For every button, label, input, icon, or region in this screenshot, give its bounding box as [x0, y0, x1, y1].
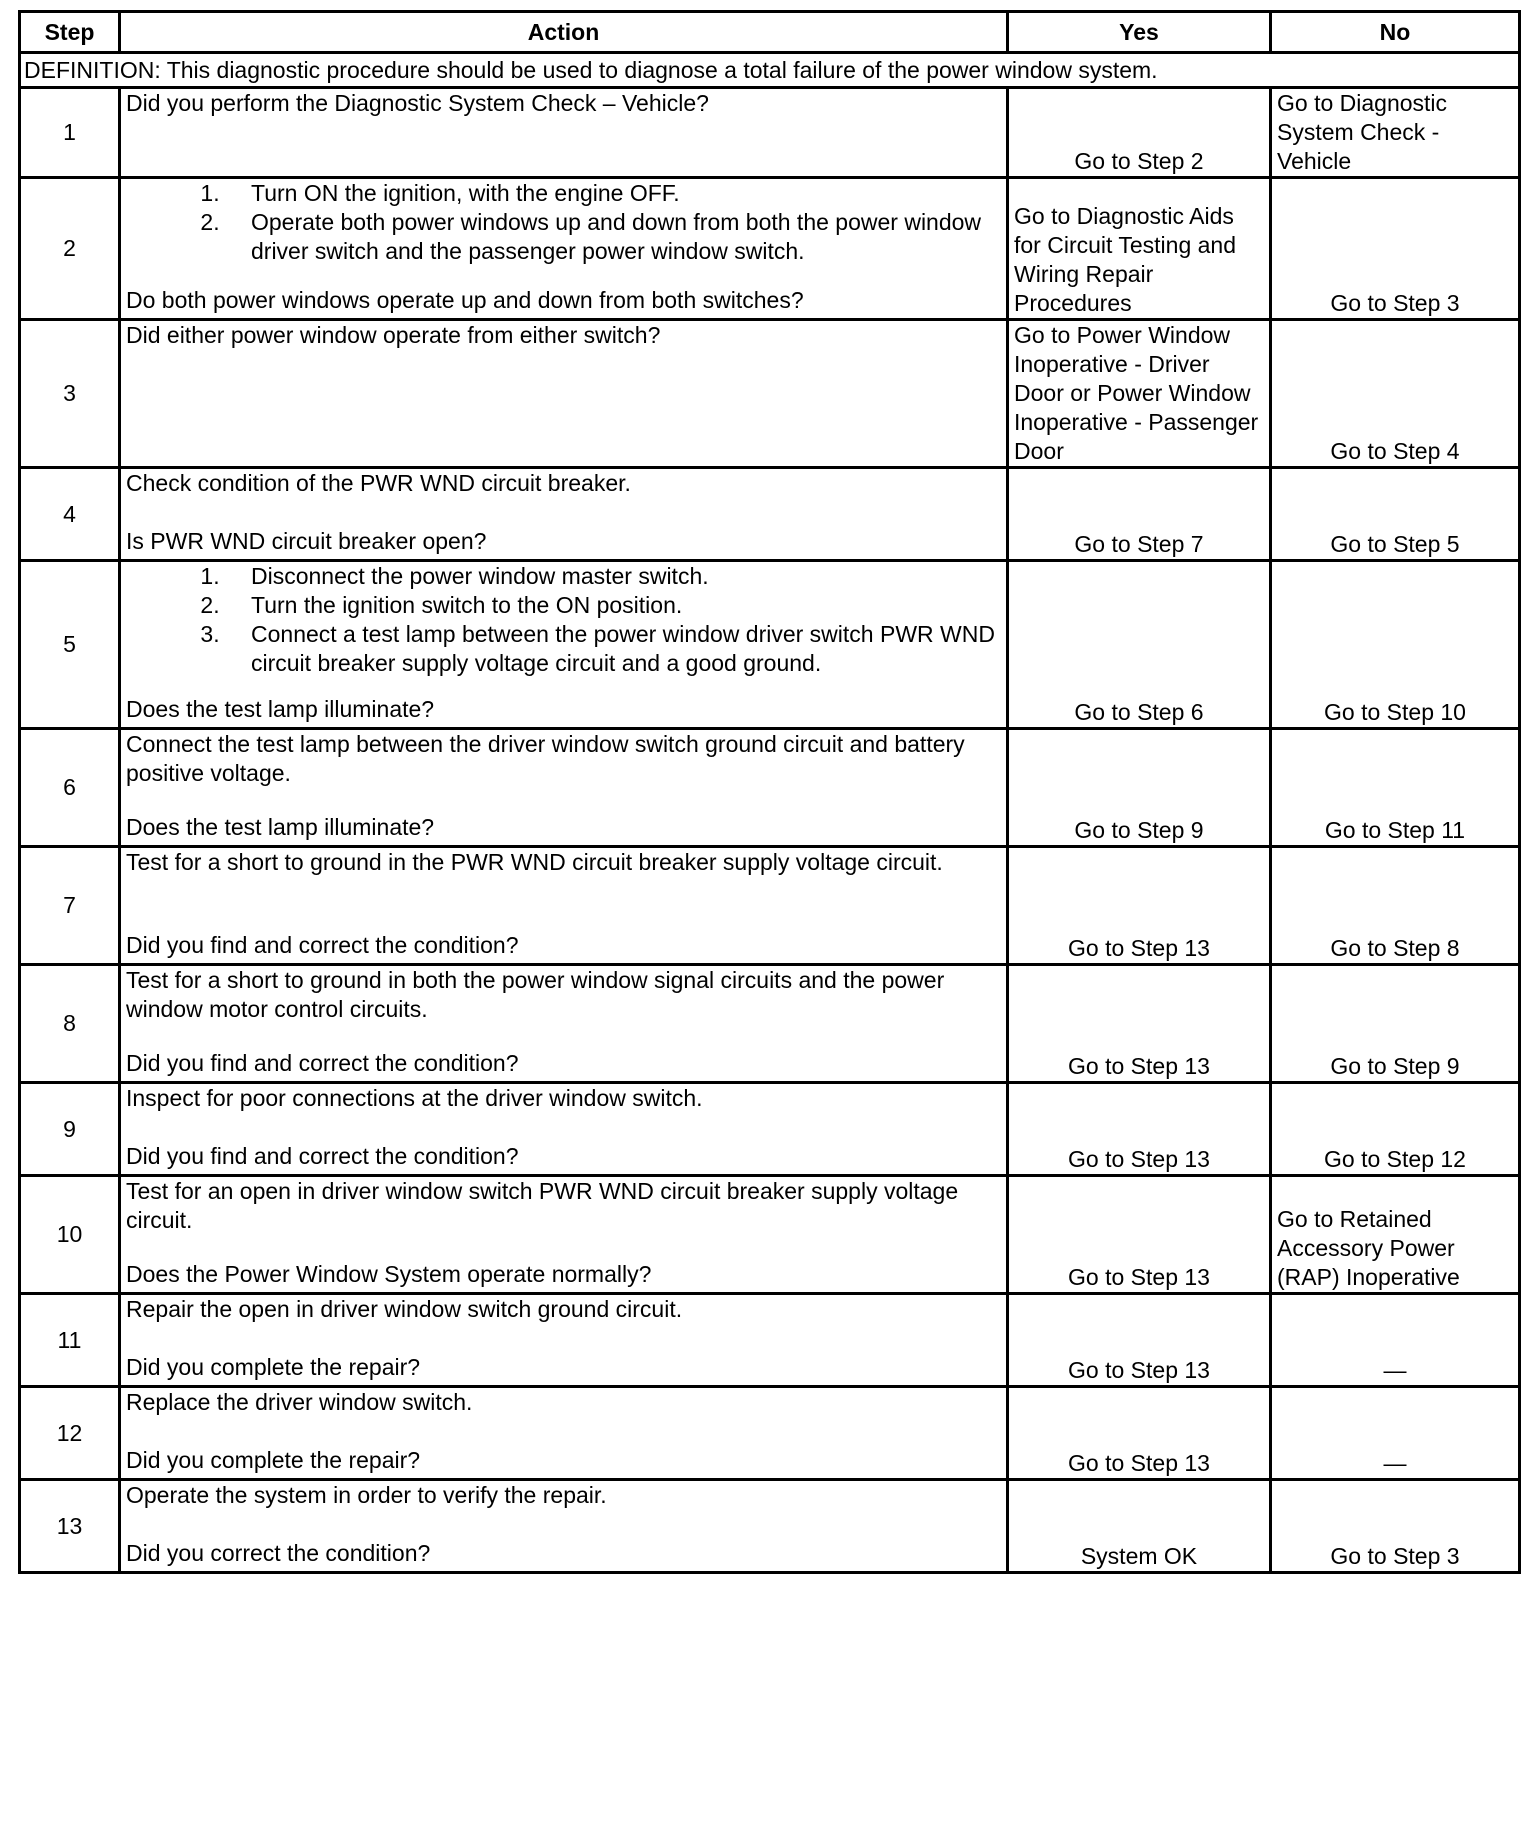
- step-number: 12: [20, 1387, 120, 1480]
- action-body: [126, 1481, 1001, 1510]
- action-body: [126, 1388, 1001, 1417]
- no-outcome: Go to Diagnostic System Check - Vehicle: [1271, 88, 1520, 178]
- yes-outcome: Go to Step 9: [1008, 729, 1271, 847]
- action-cell: [120, 1294, 1008, 1387]
- action-question: Did you complete the repair?: [126, 1354, 421, 1380]
- table-row: [20, 1387, 1520, 1480]
- action-body: [126, 321, 1001, 350]
- no-outcome: Go to Step 3: [1271, 178, 1520, 320]
- action-cell: [120, 965, 1008, 1083]
- action-content: [126, 469, 1001, 556]
- action-question: Does the Power Window System operate normally?: [126, 1261, 652, 1287]
- action-cell: [120, 468, 1008, 561]
- action-content: [126, 848, 1001, 960]
- action-text: Test for a short to ground in the PWR WND circuit breaker supply voltage circuit.: [126, 849, 943, 875]
- header-step: Step: [20, 12, 120, 53]
- action-body: [126, 1295, 1001, 1324]
- action-cell: [120, 847, 1008, 965]
- header-yes: Yes: [1008, 12, 1271, 53]
- no-outcome: Go to Retained Accessory Power (RAP) Inoperative: [1271, 1176, 1520, 1294]
- no-outcome: Go to Step 10: [1271, 561, 1520, 729]
- action-question: Did you complete the repair?: [126, 1447, 421, 1473]
- yes-outcome: Go to Diagnostic Aids for Circuit Testing and Wiring Repair Procedures: [1008, 178, 1271, 320]
- step-number: 2: [20, 178, 120, 320]
- no-outcome: Go to Step 3: [1271, 1480, 1520, 1573]
- action-body: [126, 1177, 1001, 1235]
- yes-outcome: Go to Step 2: [1008, 88, 1271, 178]
- table-row: [20, 847, 1520, 965]
- action-question: Did you perform the Diagnostic System Check – Vehicle?: [126, 90, 709, 116]
- action-content: [126, 1177, 1001, 1289]
- action-content: [126, 966, 1001, 1078]
- action-question: Does the test lamp illuminate?: [126, 696, 435, 722]
- yes-outcome: Go to Step 13: [1008, 1176, 1271, 1294]
- action-question: Do both power windows operate up and down from both switches?: [126, 287, 804, 313]
- yes-outcome: Go to Power Window Inoperative - Driver Door or Power Window Inoperative - Passenger Door: [1008, 320, 1271, 468]
- action-cell: [120, 88, 1008, 178]
- action-content: [126, 1084, 1001, 1171]
- action-body: [126, 562, 1001, 678]
- no-outcome: —: [1271, 1294, 1520, 1387]
- action-cell: [120, 1480, 1008, 1573]
- action-cell: [120, 178, 1008, 320]
- table-row: [20, 178, 1520, 320]
- action-question: Did you find and correct the condition?: [126, 932, 519, 958]
- action-content: [126, 562, 1001, 724]
- table-row: [20, 729, 1520, 847]
- table-row: [20, 1294, 1520, 1387]
- header-no: No: [1271, 12, 1520, 53]
- no-outcome: Go to Step 12: [1271, 1083, 1520, 1176]
- step-number: 6: [20, 729, 120, 847]
- no-outcome: Go to Step 9: [1271, 965, 1520, 1083]
- no-outcome: —: [1271, 1387, 1520, 1480]
- action-text: Test for an open in driver window switch PWR WND circuit breaker supply voltage circuit.: [126, 1178, 959, 1233]
- action-cell: [120, 1387, 1008, 1480]
- yes-outcome: Go to Step 6: [1008, 561, 1271, 729]
- no-outcome: Go to Step 4: [1271, 320, 1520, 468]
- action-cell: [120, 729, 1008, 847]
- yes-outcome: Go to Step 7: [1008, 468, 1271, 561]
- action-question: Did you find and correct the condition?: [126, 1143, 519, 1169]
- action-question: Did you correct the condition?: [126, 1540, 431, 1566]
- action-content: [126, 179, 1001, 315]
- action-body: [126, 179, 1001, 266]
- action-body: [126, 730, 1001, 788]
- yes-outcome: Go to Step 13: [1008, 1294, 1271, 1387]
- diagnostic-table: [18, 10, 1521, 1574]
- no-outcome: Go to Step 5: [1271, 468, 1520, 561]
- action-body: [126, 469, 1001, 498]
- step-number: 5: [20, 561, 120, 729]
- yes-outcome: System OK: [1008, 1480, 1271, 1573]
- substep-item: 2. Operate both power windows up and down from both the power window driver switch and the passenger power window switch.: [226, 208, 1001, 266]
- action-cell: [120, 1176, 1008, 1294]
- table-row: [20, 1480, 1520, 1573]
- action-body: [126, 848, 1001, 877]
- no-outcome: Go to Step 11: [1271, 729, 1520, 847]
- action-text: Check condition of the PWR WND circuit breaker.: [126, 470, 631, 496]
- action-question: Did either power window operate from either switch?: [126, 322, 661, 348]
- step-number: 10: [20, 1176, 120, 1294]
- action-text: Replace the driver window switch.: [126, 1389, 473, 1415]
- table-row: [20, 320, 1520, 468]
- substep-list: [126, 562, 1001, 678]
- action-body: [126, 1084, 1001, 1113]
- substep-item: 1. Disconnect the power window master switch.: [226, 562, 1001, 591]
- action-text: Connect the test lamp between the driver window switch ground circuit and battery positive voltage.: [126, 731, 965, 786]
- action-cell: [120, 1083, 1008, 1176]
- step-number: 7: [20, 847, 120, 965]
- step-number: 4: [20, 468, 120, 561]
- action-cell: [120, 320, 1008, 468]
- action-question: Does the test lamp illuminate?: [126, 814, 435, 840]
- header-action: Action: [120, 12, 1008, 53]
- yes-outcome: Go to Step 13: [1008, 965, 1271, 1083]
- action-cell: [120, 561, 1008, 729]
- header-row: [20, 12, 1520, 53]
- action-content: [126, 1481, 1001, 1568]
- table-row: [20, 468, 1520, 561]
- action-text: Inspect for poor connections at the driver window switch.: [126, 1085, 703, 1111]
- table-row: [20, 1083, 1520, 1176]
- action-content: [126, 730, 1001, 842]
- substep-item: 2. Turn the ignition switch to the ON position.: [226, 591, 1001, 620]
- definition-row: [20, 53, 1520, 88]
- action-body: [126, 89, 1001, 118]
- action-text: Test for a short to ground in both the power window signal circuits and the power window motor control circuits.: [126, 967, 945, 1022]
- yes-outcome: Go to Step 13: [1008, 847, 1271, 965]
- substep-item: 1. Turn ON the ignition, with the engine OFF.: [226, 179, 1001, 208]
- step-number: 13: [20, 1480, 120, 1573]
- action-content: [126, 89, 1001, 169]
- table-row: [20, 965, 1520, 1083]
- yes-outcome: Go to Step 13: [1008, 1387, 1271, 1480]
- action-content: [126, 1388, 1001, 1475]
- substep-item: 3. Connect a test lamp between the power window driver switch PWR WND circuit breaker supply voltage circuit and a good ground.: [226, 620, 1001, 678]
- yes-outcome: Go to Step 13: [1008, 1083, 1271, 1176]
- action-question: Did you find and correct the condition?: [126, 1050, 519, 1076]
- step-number: 9: [20, 1083, 120, 1176]
- action-question: Is PWR WND circuit breaker open?: [126, 528, 487, 554]
- action-text: Repair the open in driver window switch ground circuit.: [126, 1296, 683, 1322]
- action-text: Operate the system in order to verify the repair.: [126, 1482, 607, 1508]
- substep-list: [126, 179, 1001, 266]
- action-body: [126, 966, 1001, 1024]
- table-row: [20, 1176, 1520, 1294]
- table-row: [20, 88, 1520, 178]
- step-number: 1: [20, 88, 120, 178]
- no-outcome: Go to Step 8: [1271, 847, 1520, 965]
- step-number: 3: [20, 320, 120, 468]
- definition-text: DEFINITION: This diagnostic procedure should be used to diagnose a total failure of the power window system.: [20, 53, 1520, 88]
- table-row: [20, 561, 1520, 729]
- action-content: [126, 1295, 1001, 1382]
- action-content: [126, 321, 1001, 449]
- step-number: 11: [20, 1294, 120, 1387]
- step-number: 8: [20, 965, 120, 1083]
